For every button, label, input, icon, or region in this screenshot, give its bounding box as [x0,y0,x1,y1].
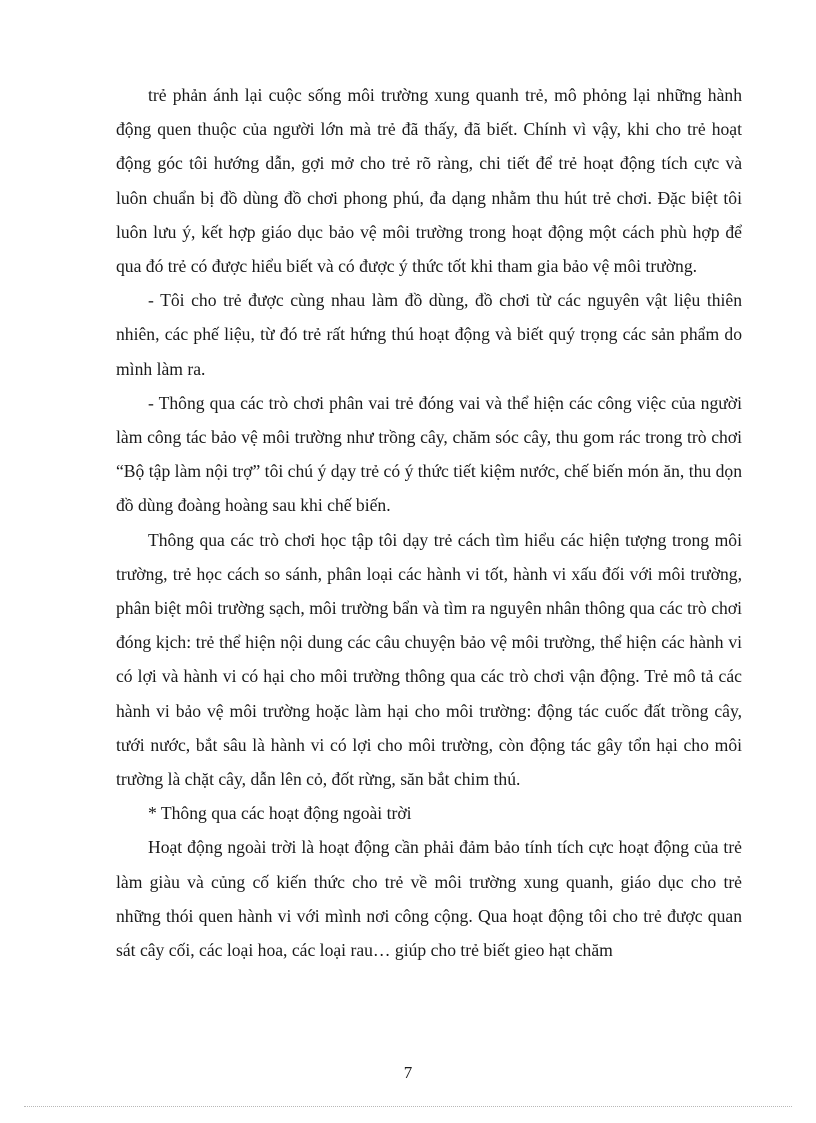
page-number: 7 [403,1063,413,1082]
paragraph-learning-games: Thông qua các trò chơi học tập tôi dạy trẻ cách tìm hiểu các hiện tượng trong môi trường, trẻ học cách so sánh, phân loại các hành vi tốt, hành vi xấu đối với môi trường, phân biệt môi trường sạch, môi trường bẩn và tìm ra nguyên nhân thông qua các trò chơi đóng kịch: trẻ thể hiện nội dung các câu chuyện bảo vệ môi trường, thể hiện các hành vi có lợi và hành vi có hại cho môi trường thông qua các trò chơi vận động. Trẻ mô tả các hành vi bảo vệ môi trường hoặc làm hại cho môi trường: động tác cuốc đất trồng cây, tưới nước, bắt sâu là hành vi có lợi cho môi trường, còn động tác gây tổn hại cho môi trường là chặt cây, dẫn lên cỏ, đốt rừng, săn bắt chim thú. [116,529,742,790]
paragraph-making-toys: - Tôi cho trẻ được cùng nhau làm đồ dùng, đồ chơi từ các nguyên vật liệu thiên nhiên, các phế liệu, từ đó trẻ rất hứng thú hoạt động và biết quý trọng các sản phẩm do mình làm ra. [116,290,742,379]
page-bottom-divider [24,1106,792,1107]
paragraph-role-play: - Thông qua các trò chơi phân vai trẻ đóng vai và thể hiện các công việc của người làm công tác bảo vệ môi trường như trồng cây, chăm sóc cây, thu gom rác trong trò chơi “Bộ tập làm nội trợ” tôi chú ý dạy trẻ có ý thức tiết kiệm nước, chế biến món ăn, thu dọn đồ dùng đoàng hoàng sau khi chế biến. [116,392,742,516]
paragraph-corner-activities: trẻ phản ánh lại cuộc sống môi trường xung quanh trẻ, mô phỏng lại những hành động quen thuộc của người lớn mà trẻ đã thấy, đã biết. Chính vì vậy, khi cho trẻ hoạt động góc tôi hướng dẫn, gợi mở cho trẻ rõ ràng, chi tiết để trẻ hoạt động tích cực và luôn chuẩn bị đồ dùng đồ chơi phong phú, đa dạng nhằm thu hút trẻ chơi. Đặc biệt tôi luôn lưu ý, kết hợp giáo dục bảo vệ môi trường trong hoạt động một cách phù hợp để qua đó trẻ có được hiểu biết và có được ý thức tốt khi tham gia bảo vệ môi trường. [116,85,742,277]
page-body [116,78,742,967]
paragraph-outdoor-activities: Hoạt động ngoài trời là hoạt động cần phải đảm bảo tính tích cực hoạt động của trẻ làm giàu và củng cố kiến thức cho trẻ về môi trường xung quanh, giáo dục cho trẻ những thói quen hành vi với mình nơi công cộng. Qua hoạt động tôi cho trẻ được quan sát cây cối, các loại hoa, các loại rau… giúp cho trẻ biết gieo hạt chăm [116,837,742,961]
section-heading-outdoor: * Thông qua các hoạt động ngoài trời [148,803,412,824]
